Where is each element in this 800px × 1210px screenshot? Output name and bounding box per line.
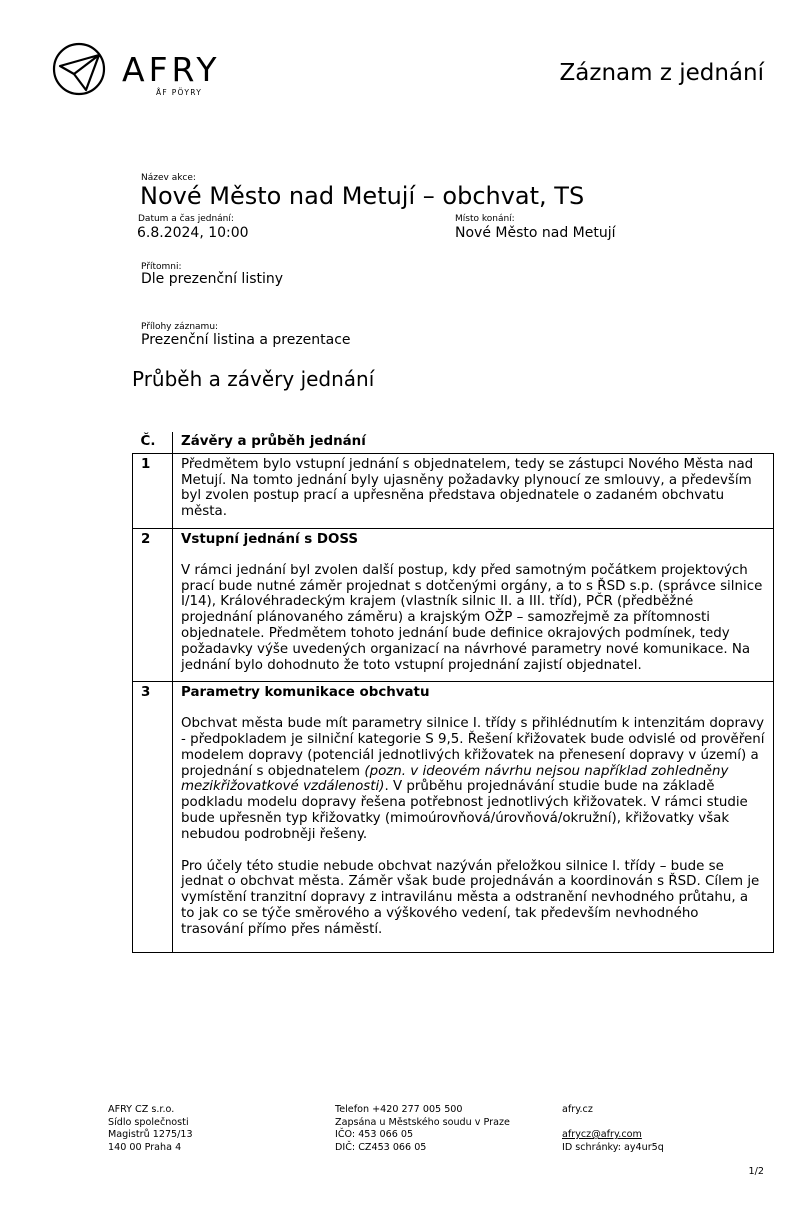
row-paragraph: V rámci jednání byl zvolen další postup, kdy před samotným počátkem projektových prací bude nutné záměr projednat s dotčenými orgány, a to s ŘSD s.p. (správce silnice I/14), Královéhradeckým krajem (vlastník silnic II. a III. tříd), PČR (předběžné projednání plánovaného záměru) a krajským OŽP – samozřejmě za přítomnosti objednatele. Předmětem tohoto jednání bude definice okrajových podmínek, tedy požadavky výše uvedených organizací na návrhové parametry nové komunikace. Na jednání bylo dohodnuto že toto vstupní projednání zajistí objednatel. xyxy=(181,562,763,673)
row-number: 3 xyxy=(133,682,173,952)
footer-line: Telefon +420 277 005 500 xyxy=(335,1104,463,1115)
event-title: Nové Město nad Metují – obchvat, TS xyxy=(140,182,585,210)
brand-name: AFRY xyxy=(122,50,221,89)
footer-line: Magistrů 1275/13 xyxy=(108,1129,193,1140)
footer-line: Sídlo společnosti xyxy=(108,1116,189,1128)
footer-registration xyxy=(335,1104,510,1154)
place-label: Místo konání: xyxy=(455,214,515,224)
footer-databox: ID schránky: ay4ur5q xyxy=(562,1141,664,1153)
row-content xyxy=(173,682,774,952)
section-title: Průběh a závěry jednání xyxy=(132,367,375,391)
attendees-label: Přítomni: xyxy=(141,262,182,272)
row-number: 1 xyxy=(133,453,173,528)
row-paragraph: Předmětem bylo vstupní jednání s objednatelem, tedy se zástupci Nového Města nad Metují. Na tomto jednání byly ujasněny požadavky plynoucí ze smlouvy, a především byl zvolen postup prací a upřesněna představa objednatele o zadaném obchvatu města. xyxy=(181,456,754,520)
table-header-row xyxy=(133,432,774,453)
paragraph-text: . V průběhu projednávání studie bude na základě podkladu modelu dopravy řešena potřebnost jednotlivých křižovatek. V rámci studie bude upřesněn typ křižovatky (mimoúrovňová/úrovňová/okružní), křižovatky však nebudou podrobněji řešeny. xyxy=(181,779,748,842)
footer-line: Zapsána u Městského soudu v Praze xyxy=(335,1116,510,1128)
row-paragraph: Pro účely této studie nebude obchvat nazýván přeložkou silnice I. třídy – bude se jednat o obchvat města. Záměr však bude projednáván a koordinován s ŘSD. Cílem je vymístění tranzitní dopravy z intravilánu města a odstranění nevhodného průtahu, a to jak co se týče směrového a výškového vedení, tak především nevhodného trasování přímo přes náměstí. xyxy=(181,858,760,937)
page-number: 1/2 xyxy=(748,1166,764,1177)
footer-web-link[interactable]: afry.cz xyxy=(562,1104,593,1115)
row-title: Parametry komunikace obchvatu xyxy=(181,685,430,701)
row-content xyxy=(173,453,774,528)
row-number: 2 xyxy=(133,528,173,681)
footer-email-link[interactable]: afrycz@afry.com xyxy=(562,1129,642,1140)
column-header-number: Č. xyxy=(133,432,173,453)
paragraph-note: (pozn. v ideovém návrhu nejsou například zohledněny mezikřižovatkové vzdálenosti) xyxy=(181,763,729,795)
column-header-content: Závěry a průběh jednání xyxy=(173,432,774,453)
attendees-value: Dle prezenční listiny xyxy=(141,271,284,287)
place-value: Nové Město nad Metují xyxy=(455,225,616,241)
datetime-label: Datum a čas jednání: xyxy=(138,214,234,224)
footer-line: AFRY CZ s.r.o. xyxy=(108,1104,175,1115)
footer-company xyxy=(108,1104,193,1154)
table-row xyxy=(133,682,774,952)
paragraph-text: Obchvat města bude mít parametry silnice I. třídy s přihlédnutím k intenzitám dopravy - předpokladem je silniční kategorie S 9,5. Řešení křižovatek bude odvislé od prověření modelem dopravy (potenciál jednotlivých křižovatek na přenesení dopravy v území) a projednání s objednatelem xyxy=(181,716,765,779)
document-type: Záznam z jednání xyxy=(559,60,764,86)
footer-contact xyxy=(562,1104,664,1154)
datetime-value: 6.8.2024, 10:00 xyxy=(137,225,249,241)
attachments-value: Prezenční listina a prezentace xyxy=(141,332,351,348)
footer-line: IČO: 453 066 05 xyxy=(335,1129,414,1140)
footer-line: DIČ: CZ453 066 05 xyxy=(335,1141,427,1153)
table-row xyxy=(133,528,774,681)
row-paragraph xyxy=(181,716,765,842)
brand-subtitle: ÅF PÖYRY xyxy=(156,88,203,97)
row-title: Vstupní jednání s DOSS xyxy=(181,531,359,547)
event-label: Název akce: xyxy=(141,173,196,183)
row-content xyxy=(173,528,774,681)
attachments-label: Přílohy záznamu: xyxy=(141,322,219,332)
minutes-table xyxy=(132,432,774,953)
table-row xyxy=(133,453,774,528)
footer-line: 140 00 Praha 4 xyxy=(108,1141,182,1153)
